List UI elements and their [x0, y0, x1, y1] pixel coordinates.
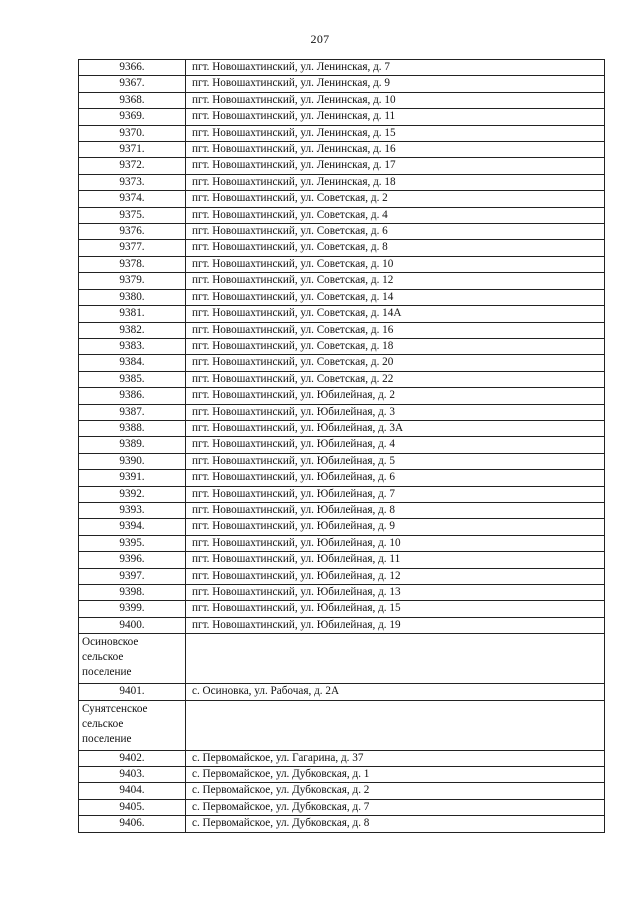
row-number: 9376. — [79, 224, 186, 240]
address-cell: пгт. Новошахтинский, ул. Юбилейная, д. 15 — [186, 601, 605, 617]
table-row — [79, 420, 605, 436]
row-number: 9405. — [79, 799, 186, 815]
row-number: 9406. — [79, 816, 186, 832]
address-cell: пгт. Новошахтинский, ул. Советская, д. 2 — [186, 191, 605, 207]
row-number: 9391. — [79, 470, 186, 486]
address-cell: пгт. Новошахтинский, ул. Юбилейная, д. 13 — [186, 585, 605, 601]
row-number: 9386. — [79, 388, 186, 404]
address-cell: пгт. Новошахтинский, ул. Ленинская, д. 15 — [186, 125, 605, 141]
address-cell: пгт. Новошахтинский, ул. Советская, д. 12 — [186, 273, 605, 289]
table-row — [79, 174, 605, 190]
row-number: 9367. — [79, 76, 186, 92]
table-row — [79, 256, 605, 272]
address-cell: пгт. Новошахтинский, ул. Юбилейная, д. 10 — [186, 535, 605, 551]
table-row — [79, 404, 605, 420]
settlement-name-line: поселение — [82, 732, 132, 745]
address-cell: пгт. Новошахтинский, ул. Ленинская, д. 16 — [186, 142, 605, 158]
table-row — [79, 684, 605, 700]
table-row — [79, 109, 605, 125]
row-number: 9389. — [79, 437, 186, 453]
table-row — [79, 750, 605, 766]
row-number: 9379. — [79, 273, 186, 289]
address-registry-table — [78, 59, 605, 833]
settlement-name-line: поселение — [82, 666, 132, 679]
row-number: 9388. — [79, 420, 186, 436]
table-row — [79, 191, 605, 207]
row-number: 9396. — [79, 552, 186, 568]
address-cell: пгт. Новошахтинский, ул. Ленинская, д. 11 — [186, 109, 605, 125]
registry-body — [79, 60, 605, 833]
row-number: 9402. — [79, 750, 186, 766]
table-row — [79, 783, 605, 799]
table-row — [79, 125, 605, 141]
address-cell: пгт. Новошахтинский, ул. Юбилейная, д. 5 — [186, 453, 605, 469]
row-number: 9368. — [79, 92, 186, 108]
table-row — [79, 92, 605, 108]
row-number: 9404. — [79, 783, 186, 799]
table-row — [79, 601, 605, 617]
address-cell: пгт. Новошахтинский, ул. Советская, д. 16 — [186, 322, 605, 338]
row-number: 9383. — [79, 338, 186, 354]
table-row — [79, 502, 605, 518]
settlement-name-line: сельское — [82, 717, 124, 730]
row-number: 9371. — [79, 142, 186, 158]
row-number: 9390. — [79, 453, 186, 469]
address-cell: пгт. Новошахтинский, ул. Ленинская, д. 9 — [186, 76, 605, 92]
table-row — [79, 568, 605, 584]
table-row — [79, 437, 605, 453]
address-cell: пгт. Новошахтинский, ул. Юбилейная, д. 11 — [186, 552, 605, 568]
address-cell: пгт. Новошахтинский, ул. Советская, д. 14А — [186, 306, 605, 322]
table-row — [79, 76, 605, 92]
address-cell: пгт. Новошахтинский, ул. Юбилейная, д. 12 — [186, 568, 605, 584]
table-row — [79, 338, 605, 354]
address-cell: с. Первомайское, ул. Дубковская, д. 2 — [186, 783, 605, 799]
address-cell: с. Первомайское, ул. Гагарина, д. 37 — [186, 750, 605, 766]
address-cell: пгт. Новошахтинский, ул. Юбилейная, д. 9 — [186, 519, 605, 535]
row-number: 9397. — [79, 568, 186, 584]
address-cell: пгт. Новошахтинский, ул. Советская, д. 10 — [186, 256, 605, 272]
row-number: 9395. — [79, 535, 186, 551]
table-row — [79, 767, 605, 783]
table-row — [79, 535, 605, 551]
address-cell: с. Первомайское, ул. Дубковская, д. 8 — [186, 816, 605, 832]
row-number: 9372. — [79, 158, 186, 174]
address-cell: пгт. Новошахтинский, ул. Советская, д. 18 — [186, 338, 605, 354]
empty-cell — [186, 700, 605, 750]
row-number: 9380. — [79, 289, 186, 305]
row-number: 9398. — [79, 585, 186, 601]
row-number: 9375. — [79, 207, 186, 223]
table-row — [79, 799, 605, 815]
address-cell: пгт. Новошахтинский, ул. Юбилейная, д. 4 — [186, 437, 605, 453]
table-row — [79, 486, 605, 502]
row-number: 9400. — [79, 617, 186, 633]
row-number: 9393. — [79, 502, 186, 518]
address-cell: с. Первомайское, ул. Дубковская, д. 1 — [186, 767, 605, 783]
address-cell: пгт. Новошахтинский, ул. Советская, д. 22 — [186, 371, 605, 387]
address-cell: пгт. Новошахтинский, ул. Юбилейная, д. 3 — [186, 404, 605, 420]
address-cell: пгт. Новошахтинский, ул. Советская, д. 4 — [186, 207, 605, 223]
row-number: 9403. — [79, 767, 186, 783]
row-number: 9366. — [79, 60, 186, 76]
address-cell: пгт. Новошахтинский, ул. Юбилейная, д. 2 — [186, 388, 605, 404]
table-row — [79, 355, 605, 371]
address-cell: с. Осиновка, ул. Рабочая, д. 2А — [186, 684, 605, 700]
settlement-name — [79, 634, 186, 684]
table-row — [79, 519, 605, 535]
row-number: 9401. — [79, 684, 186, 700]
address-cell: пгт. Новошахтинский, ул. Юбилейная, д. 19 — [186, 617, 605, 633]
settlement-name-line: сельское — [82, 651, 124, 664]
row-number: 9399. — [79, 601, 186, 617]
table-row — [79, 585, 605, 601]
settlement-name-line: Осиновское — [82, 636, 139, 649]
row-number: 9369. — [79, 109, 186, 125]
table-row — [79, 240, 605, 256]
address-cell: пгт. Новошахтинский, ул. Юбилейная, д. 7 — [186, 486, 605, 502]
address-cell: пгт. Новошахтинский, ул. Юбилейная, д. 6 — [186, 470, 605, 486]
table-row — [79, 207, 605, 223]
settlement-name — [79, 700, 186, 750]
row-number: 9384. — [79, 355, 186, 371]
address-cell: пгт. Новошахтинский, ул. Советская, д. 20 — [186, 355, 605, 371]
address-cell: пгт. Новошахтинский, ул. Ленинская, д. 7 — [186, 60, 605, 76]
row-number: 9382. — [79, 322, 186, 338]
address-cell: пгт. Новошахтинский, ул. Ленинская, д. 18 — [186, 174, 605, 190]
empty-cell — [186, 634, 605, 684]
row-number: 9385. — [79, 371, 186, 387]
table-row — [79, 388, 605, 404]
table-row — [79, 552, 605, 568]
address-cell: пгт. Новошахтинский, ул. Юбилейная, д. 3А — [186, 420, 605, 436]
address-cell: пгт. Новошахтинский, ул. Советская, д. 14 — [186, 289, 605, 305]
section-header-row — [79, 634, 605, 684]
row-number: 9394. — [79, 519, 186, 535]
address-cell: пгт. Новошахтинский, ул. Ленинская, д. 10 — [186, 92, 605, 108]
address-cell: пгт. Новошахтинский, ул. Юбилейная, д. 8 — [186, 502, 605, 518]
row-number: 9381. — [79, 306, 186, 322]
row-number: 9377. — [79, 240, 186, 256]
table-row — [79, 322, 605, 338]
table-row — [79, 289, 605, 305]
row-number: 9392. — [79, 486, 186, 502]
address-cell: с. Первомайское, ул. Дубковская, д. 7 — [186, 799, 605, 815]
row-number: 9370. — [79, 125, 186, 141]
row-number: 9374. — [79, 191, 186, 207]
table-row — [79, 158, 605, 174]
section-header-row — [79, 700, 605, 750]
table-row — [79, 453, 605, 469]
table-row — [79, 273, 605, 289]
table-row — [79, 306, 605, 322]
table-row — [79, 617, 605, 633]
table-row — [79, 470, 605, 486]
settlement-name-line: Сунятсенское — [82, 702, 148, 715]
table-row — [79, 816, 605, 832]
row-number: 9387. — [79, 404, 186, 420]
table-row — [79, 142, 605, 158]
address-cell: пгт. Новошахтинский, ул. Советская, д. 6 — [186, 224, 605, 240]
row-number: 9373. — [79, 174, 186, 190]
address-cell: пгт. Новошахтинский, ул. Советская, д. 8 — [186, 240, 605, 256]
page-number: 207 — [310, 32, 330, 46]
row-number: 9378. — [79, 256, 186, 272]
address-cell: пгт. Новошахтинский, ул. Ленинская, д. 17 — [186, 158, 605, 174]
table-row — [79, 371, 605, 387]
table-row — [79, 60, 605, 76]
table-row — [79, 224, 605, 240]
